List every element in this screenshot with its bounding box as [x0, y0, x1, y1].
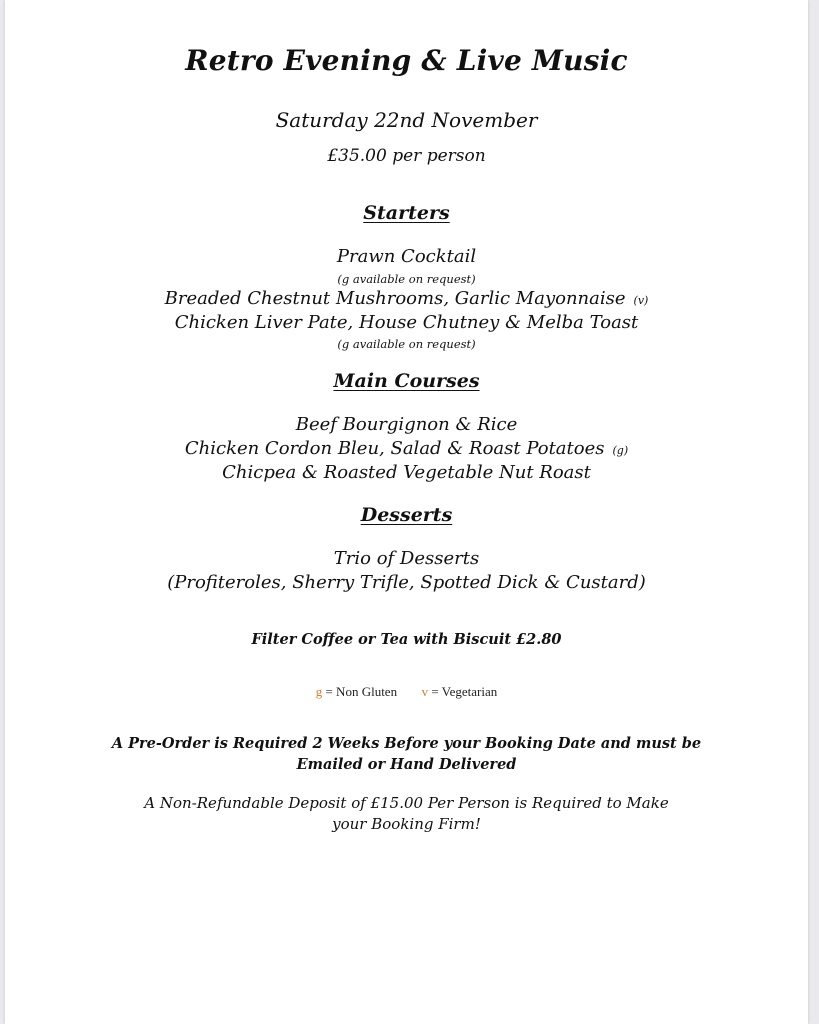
starter-item-mushrooms-label: Breaded Chestnut Mushrooms, Garlic Mayonnaise — [164, 288, 626, 309]
dessert-item-trio-contents: (Profiteroles, Sherry Trifle, Spotted Dick & Custard) — [167, 572, 646, 593]
menu-page — [5, 0, 808, 1024]
starter-note-gluten-free: (g available on request) — [337, 272, 476, 286]
main-item-nut-roast: Chicpea & Roasted Vegetable Nut Roast — [222, 462, 591, 483]
dietary-legend — [5, 684, 808, 700]
deposit-notice-line1: A Non-Refundable Deposit of £15.00 Per Person is Required to Make — [144, 794, 669, 812]
starter-item-chicken-liver-pate: Chicken Liver Pate, House Chutney & Melba Toast — [174, 312, 639, 333]
mains-heading: Main Courses — [333, 370, 480, 392]
gluten-free-flag: (g) — [612, 444, 629, 457]
starter-note-gluten-free-2: (g available on request) — [337, 337, 476, 351]
event-price: £35.00 per person — [327, 146, 486, 166]
preorder-notice-line2: Emailed or Hand Delivered — [296, 756, 517, 773]
main-item-chicken-cordon-bleu-label: Chicken Cordon Bleu, Salad & Roast Potatoes — [184, 438, 605, 459]
starter-item-prawn-cocktail: Prawn Cocktail — [336, 246, 477, 267]
deposit-notice-line2: your Booking Firm! — [332, 815, 481, 833]
legend-g-key: g — [315, 684, 323, 699]
starter-item-mushrooms — [5, 288, 808, 309]
dessert-item-trio: Trio of Desserts — [333, 548, 480, 569]
legend-v-text: = Vegetarian — [431, 684, 498, 699]
main-item-chicken-cordon-bleu — [5, 438, 808, 459]
desserts-heading: Desserts — [360, 504, 453, 526]
legend-v-key: v — [421, 684, 429, 699]
legend-g-text: = Non Gluten — [325, 684, 398, 699]
vegetarian-flag: (v) — [633, 294, 649, 307]
main-item-beef-bourgignon: Beef Bourgignon & Rice — [295, 414, 518, 435]
coffee-offer: Filter Coffee or Tea with Biscuit £2.80 — [251, 631, 562, 648]
starters-heading: Starters — [363, 202, 450, 224]
preorder-notice-line1: A Pre-Order is Required 2 Weeks Before your Booking Date and must be — [111, 735, 702, 752]
page-title: Retro Evening & Live Music — [185, 44, 628, 77]
event-date: Saturday 22nd November — [275, 108, 538, 132]
